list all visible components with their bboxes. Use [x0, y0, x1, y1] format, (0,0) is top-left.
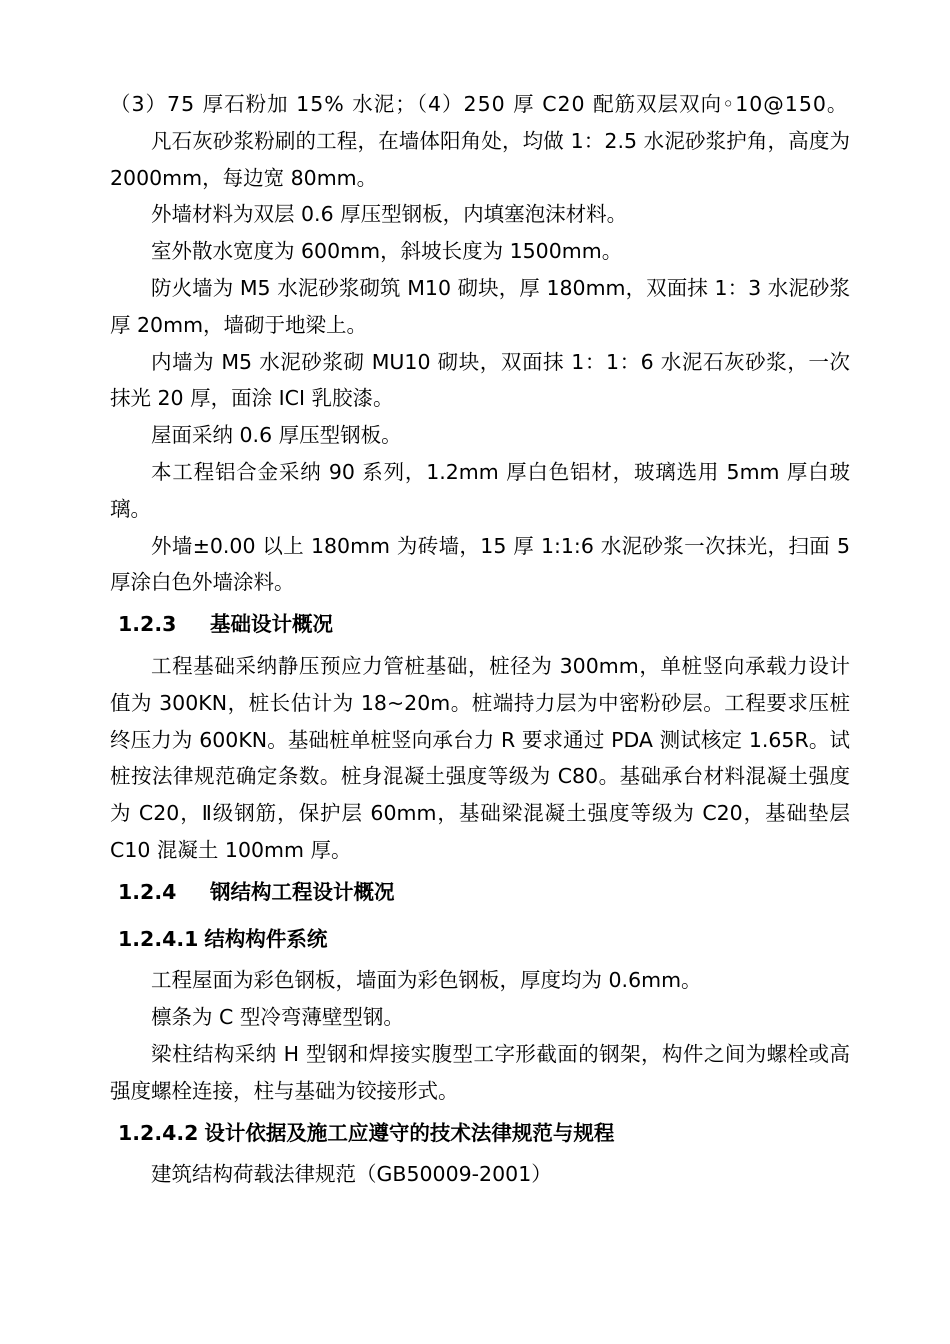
subsection-number: 1.2.4.2 — [118, 1120, 199, 1145]
section-number: 1.2.3 — [118, 612, 177, 637]
section-heading-steel-structure — [110, 869, 850, 916]
paragraph-floor-layers: （3）75 厚石粉加 15% 水泥；（4）250 厚 C20 配筋双层双向◦10@150。 — [110, 92, 849, 116]
paragraph-foundation-overview: 工程基础采纳静压预应力管桩基础，桩径为 300mm，单桩竖向承载力设计值为 300KN，桩长估计为 18~20m。桩端持力层为中密粉砂层。工程要求压桩终压力为 600KN。基础桩单桩竖向承台力 R 要求通过 PDA 测试核定 1.65R。试桩按法律规范确定条数。桩身混凝土强度等级为 C80。基础承台材料混凝土强度为 C20，Ⅱ级钢筋，保护层 60mm，基础梁混凝土强度等级为 C20，基础垫层 C10 混凝土 100mm 厚。 — [110, 653, 850, 862]
paragraph-external-brick-wall: 外墙±0.00 以上 180mm 为砖墙，15 厚 1:1:6 水泥砂浆一次抹光，扫面 5 厚涂白色外墙涂料。 — [110, 533, 850, 595]
paragraph-external-wall-material: 外墙材料为双层 0.6 厚压型钢板，内填塞泡沫材料。 — [151, 202, 628, 227]
section-heading-foundation — [110, 601, 850, 648]
paragraph-roof-wall-panels: 工程屋面为彩色钢板，墙面为彩色钢板，厚度均为 0.6mm。 — [151, 968, 702, 993]
paragraph-interior-wall: 内墙为 M5 水泥砂浆砌 MU10 砌块，双面抹 1：1：6 水泥石灰砂浆，一次抹光 20 厚，面涂 ICI 乳胶漆。 — [110, 349, 850, 411]
paragraph-purlins: 檩条为 C 型冷弯薄壁型钢。 — [151, 1005, 404, 1030]
subsection-heading-structural-members — [110, 916, 850, 963]
paragraph-outdoor-apron: 室外散水宽度为 600mm，斜坡长度为 1500mm。 — [151, 239, 623, 264]
paragraph-firewall: 防火墙为 M5 水泥砂浆砌筑 M10 砌块，厚 180mm，双面抹 1：3 水泥砂浆厚 20mm，墙砌于地梁上。 — [110, 275, 850, 337]
subsection-heading-design-codes — [110, 1110, 850, 1157]
section-title: 基础设计概况 — [210, 612, 333, 637]
section-title: 钢结构工程设计概况 — [210, 879, 395, 904]
paragraph-corner-protection: 凡石灰砂浆粉刷的工程，在墙体阳角处，均做 1：2.5 水泥砂浆护角，高度为 2000mm，每边宽 80mm。 — [110, 128, 850, 190]
document-body — [110, 86, 850, 1193]
paragraph-roof: 屋面采纳 0.6 厚压型钢板。 — [151, 423, 402, 448]
subsection-title: 设计依据及施工应遵守的技术法律规范与规程 — [204, 1120, 615, 1145]
subsection-title: 结构构件系统 — [204, 926, 328, 951]
paragraph-aluminum-windows: 本工程铝合金采纳 90 系列，1.2mm 厚白色铝材，玻璃选用 5mm 厚白玻璃。 — [110, 459, 850, 521]
subsection-number: 1.2.4.1 — [118, 926, 199, 951]
section-number: 1.2.4 — [118, 879, 177, 904]
paragraph-beam-column-frame: 梁柱结构采纳 H 型钢和焊接实腹型工字形截面的钢架，构件之间为螺栓或高强度螺栓连接，柱与基础为铰接形式。 — [110, 1041, 850, 1103]
paragraph-load-code: 建筑结构荷载法律规范（GB50009-2001） — [151, 1162, 552, 1187]
